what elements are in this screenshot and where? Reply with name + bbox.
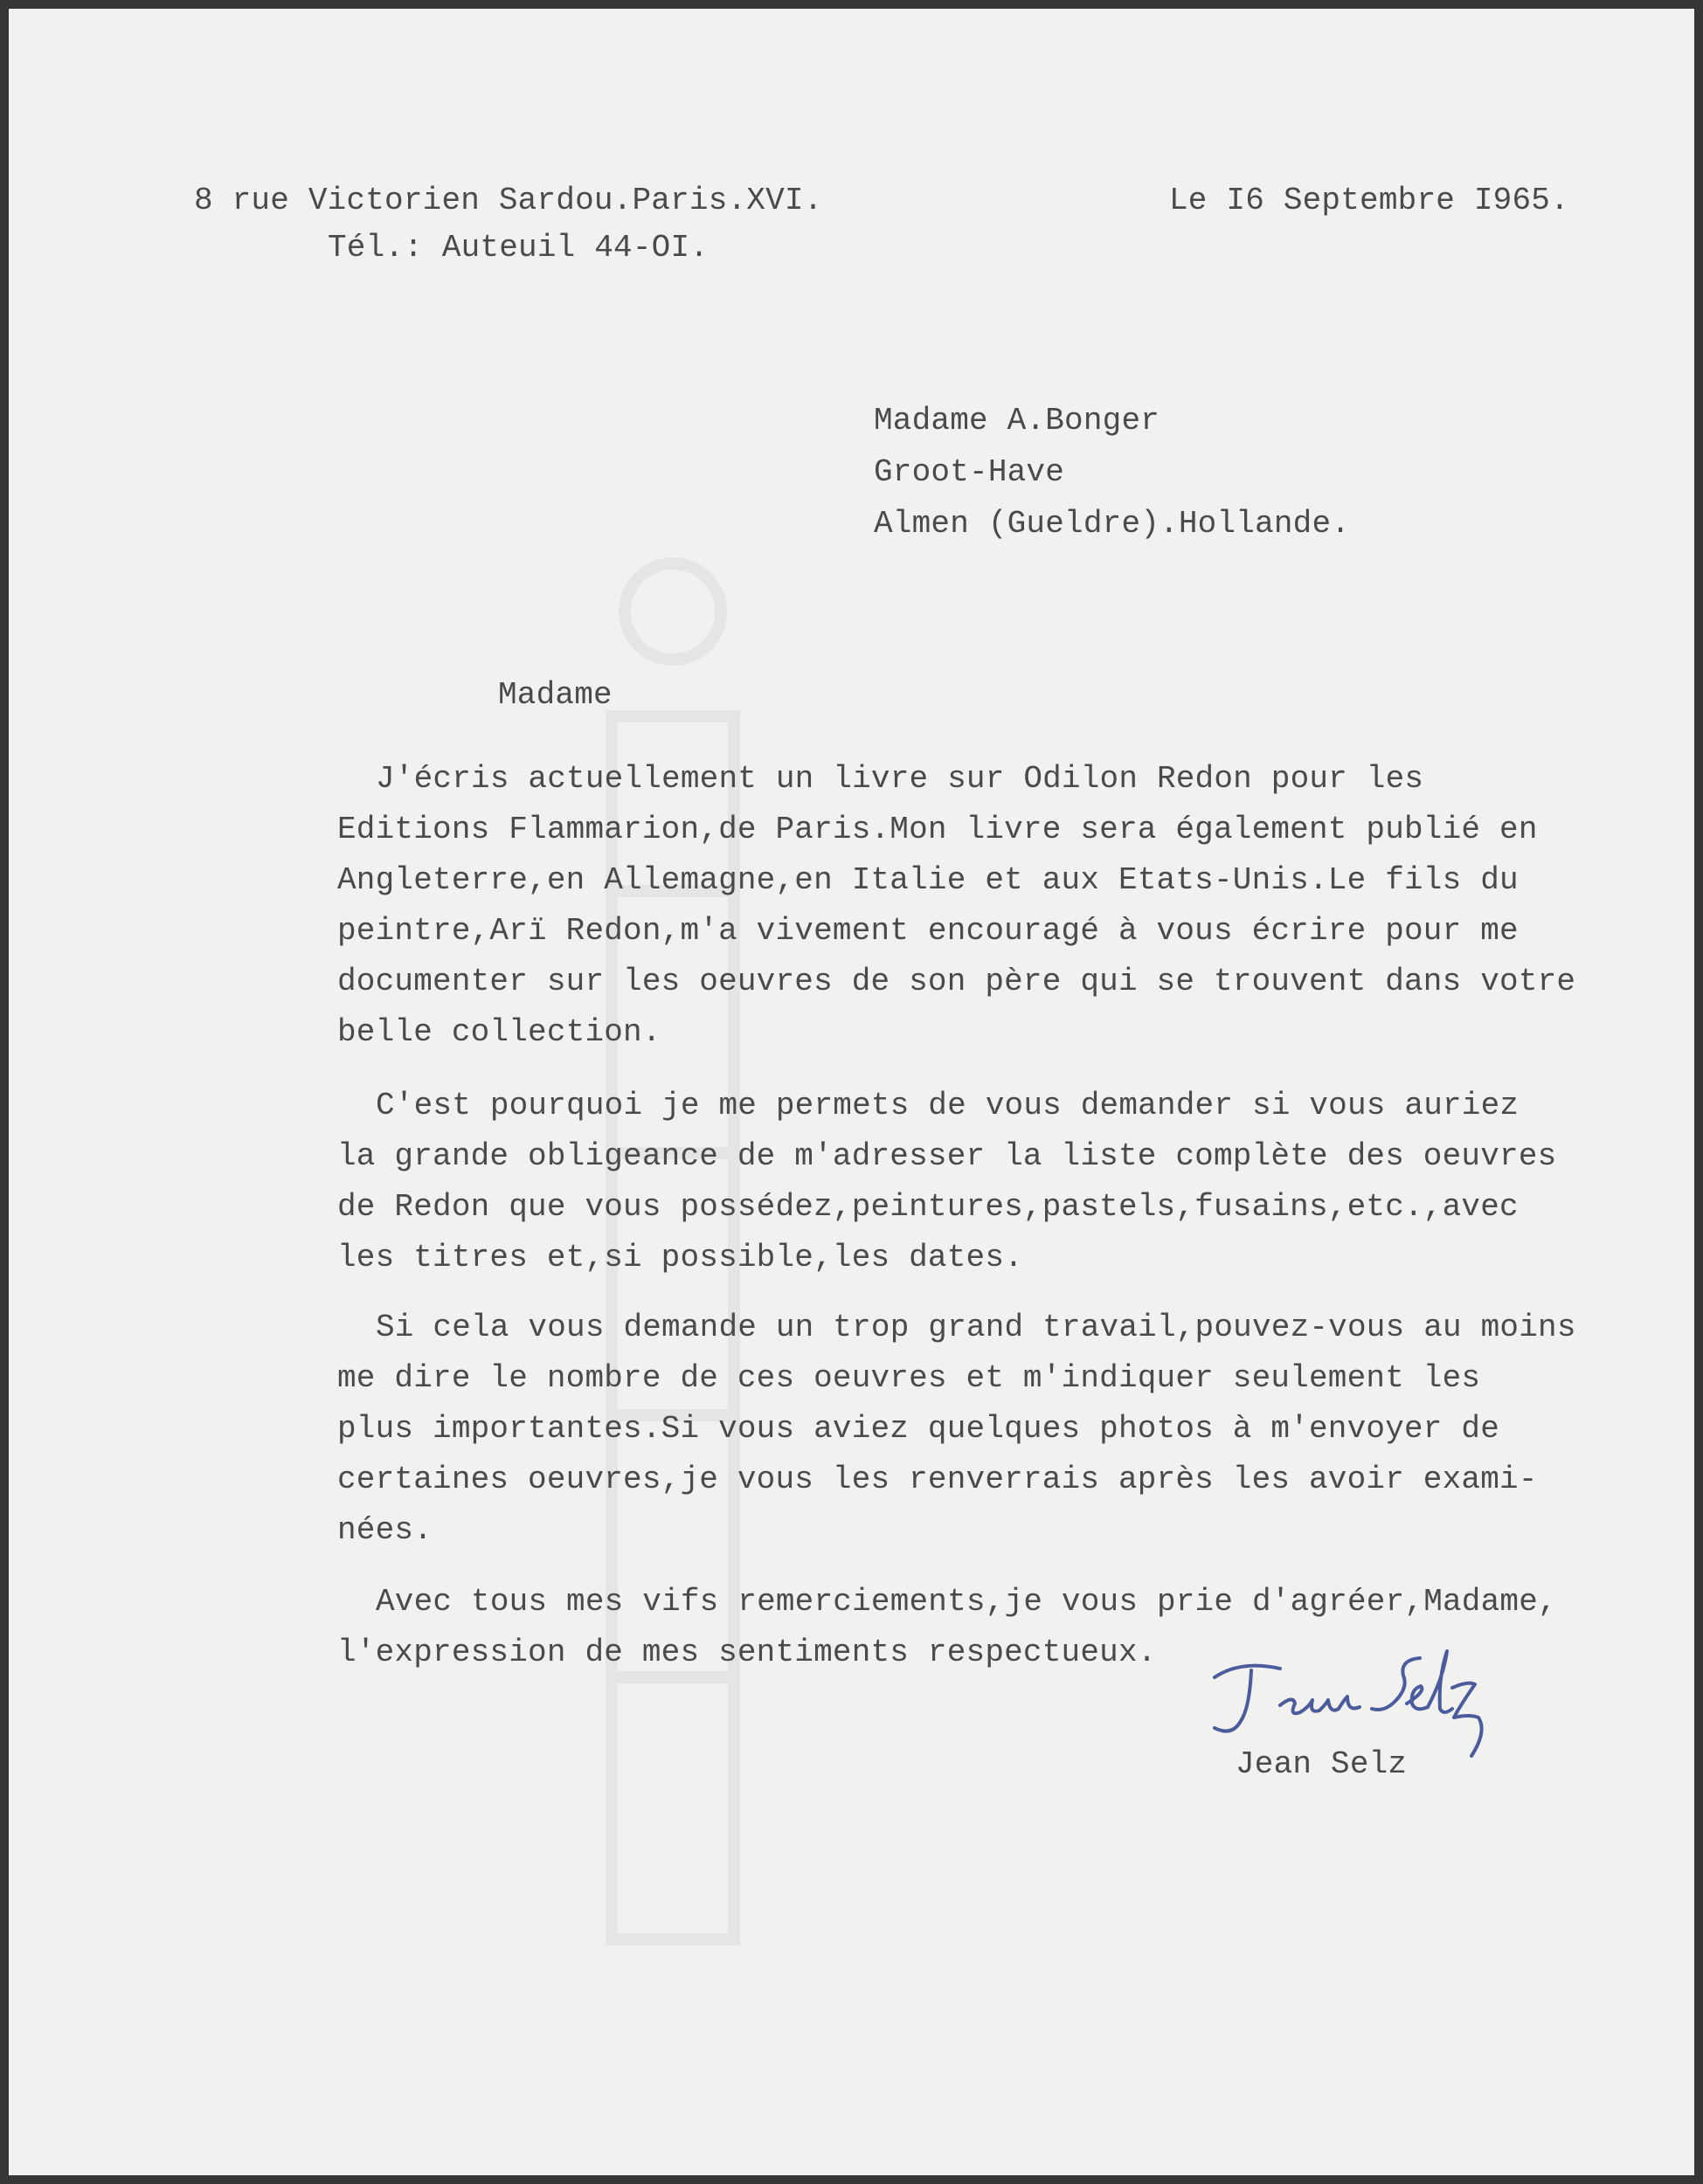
paragraph-3-line-5: nées. — [337, 1512, 433, 1548]
paragraph-1-line-2: Editions Flammarion,de Paris.Mon livre sera également publié en — [337, 812, 1538, 847]
paragraph-2-line-1: C'est pourquoi je me permets de vous demander si vous auriez — [376, 1088, 1520, 1123]
paragraph-3-line-4: certaines oeuvres,je vous les renverrais après les avoir exami- — [337, 1462, 1538, 1497]
sender-phone: Tél.: Auteuil 44-OI. — [328, 230, 710, 266]
paragraph-1-line-6: belle collection. — [337, 1014, 661, 1050]
letter-date: Le I6 Septembre I965. — [1169, 183, 1569, 218]
paragraph-2-line-3: de Redon que vous possédez,peintures,pastels,fusains,etc.,avec — [337, 1189, 1519, 1225]
paragraph-1-line-3: Angleterre,en Allemagne,en Italie et aux Etats-Unis.Le fils du — [337, 862, 1519, 898]
paragraph-4-line-1: Avec tous mes vifs remerciements,je vous prie d'agréer,Madame, — [376, 1584, 1557, 1620]
letter-page — [9, 9, 1694, 2175]
paragraph-1-line-1: J'écris actuellement un livre sur Odilon Redon pour les — [376, 761, 1424, 797]
recipient-name: Madame A.Bonger — [874, 403, 1160, 439]
paragraph-2-line-4: les titres et,si possible,les dates. — [337, 1240, 1023, 1275]
paragraph-3-line-3: plus importantes.Si vous aviez quelques photos à m'envoyer de — [337, 1411, 1500, 1447]
paragraph-1-line-4: peintre,Arï Redon,m'a vivement encouragé à vous écrire pour me — [337, 913, 1519, 949]
paragraph-1-line-5: documenter sur les oeuvres de son père qui se trouvent dans votre — [337, 964, 1576, 999]
salutation: Madame — [498, 677, 613, 713]
recipient-house: Groot-Have — [874, 454, 1065, 490]
paragraph-3-line-2: me dire le nombre de ces oeuvres et m'indiquer seulement les — [337, 1360, 1481, 1396]
paragraph-2-line-2: la grande obligeance de m'adresser la liste complète des oeuvres — [337, 1138, 1557, 1174]
recipient-place: Almen (Gueldre).Hollande. — [874, 506, 1351, 542]
sender-address: 8 rue Victorien Sardou.Paris.XVI. — [194, 183, 823, 218]
paragraph-3-line-1: Si cela vous demande un trop grand travail,pouvez-vous au moins — [376, 1310, 1576, 1345]
paragraph-4-line-2: l'expression de mes sentiments respectueux. — [337, 1635, 1157, 1670]
typed-signature-name: Jean Selz — [1236, 1746, 1408, 1782]
